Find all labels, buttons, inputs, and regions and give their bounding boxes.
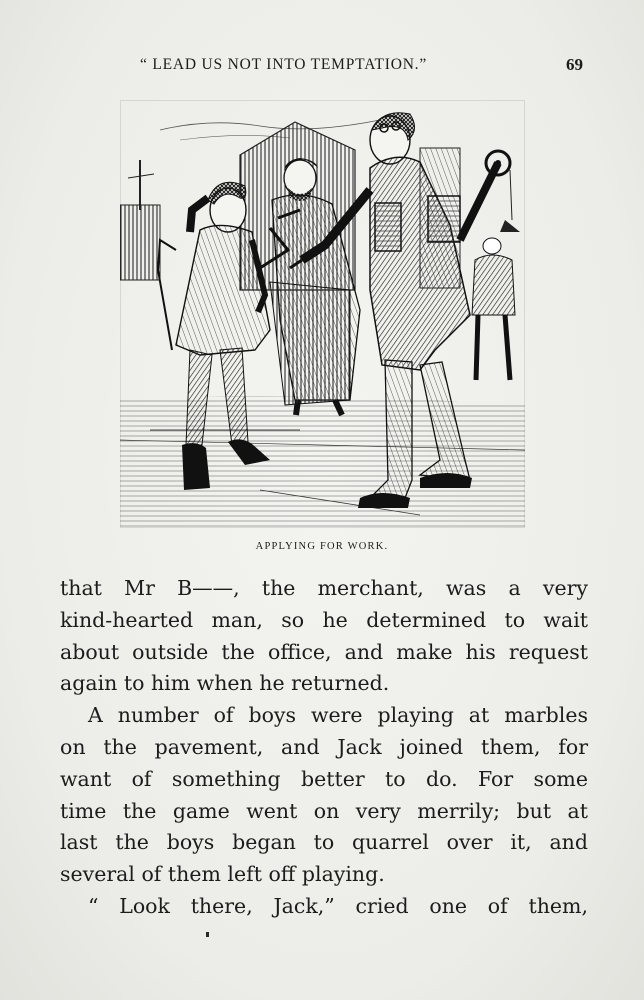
body-text xyxy=(60,573,588,923)
text-line: want of something better to do. For some xyxy=(60,766,588,791)
text-line: again to him when he returned. xyxy=(60,671,390,696)
text-line: several of them left off playing. xyxy=(60,862,385,887)
ink-speck xyxy=(206,932,209,937)
illustration-caption: APPLYING FOR WORK. xyxy=(255,541,389,552)
text-line: last the boys began to quarrel over it, and xyxy=(60,830,588,855)
text-line: “ Look there, Jack,” cried one of them, xyxy=(88,893,588,918)
text-line: that Mr B——, the merchant, was a very xyxy=(60,576,588,600)
text-line: kind-hearted man, so he determined to wait xyxy=(60,607,588,632)
engraving-illustration xyxy=(120,100,525,528)
text-line: A number of boys were playing at marbles xyxy=(88,703,588,728)
text-line: about outside the office, and make his request xyxy=(60,639,588,664)
text-line: time the game went on very merrily; but at xyxy=(60,798,588,823)
page-number: 69 xyxy=(566,55,583,74)
text-line: on the pavement, and Jack joined them, for xyxy=(60,734,588,759)
running-head: “ LEAD US NOT INTO TEMPTATION.” xyxy=(140,56,428,73)
